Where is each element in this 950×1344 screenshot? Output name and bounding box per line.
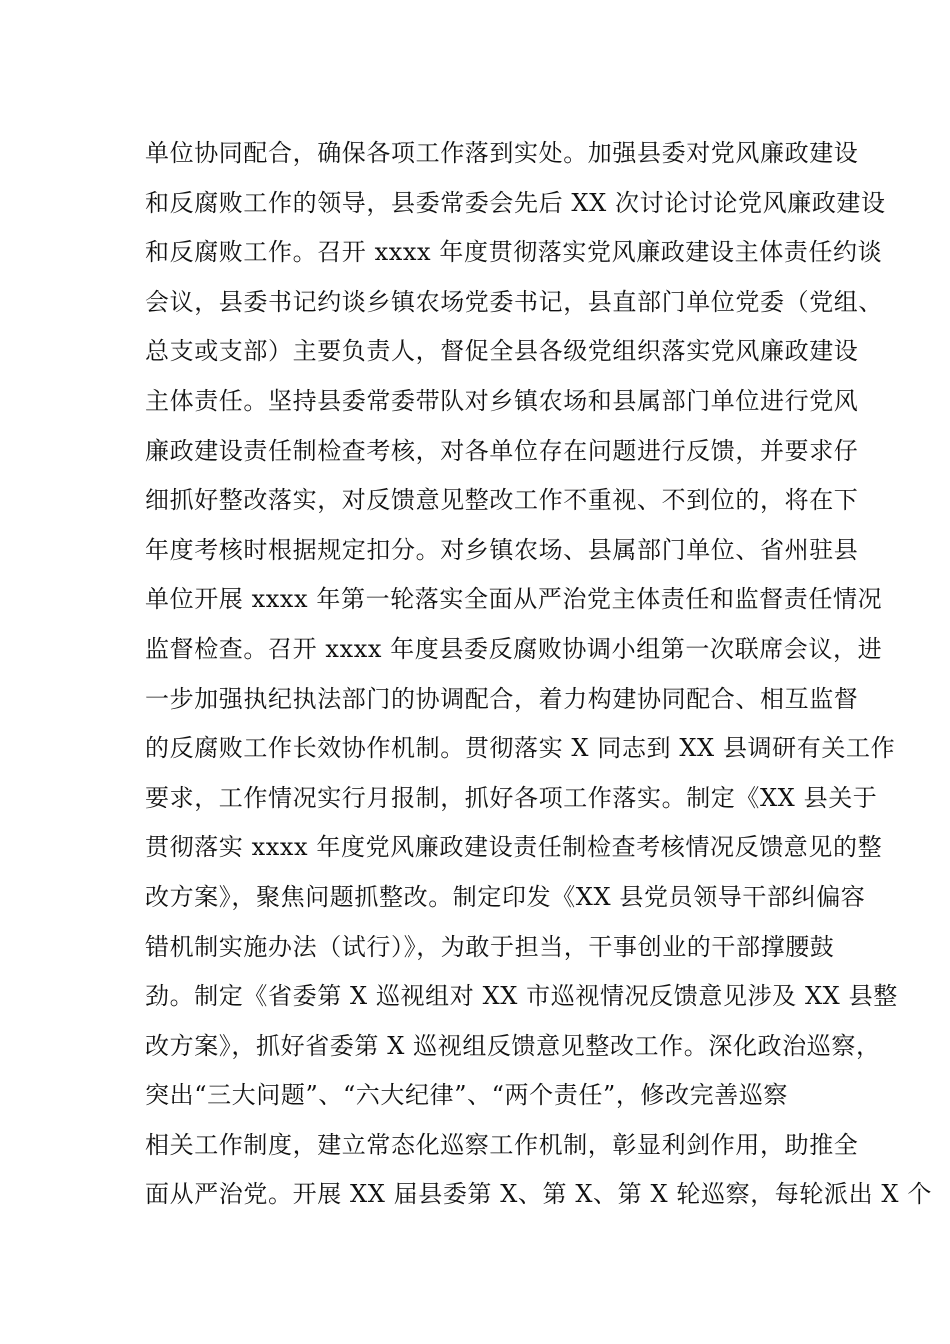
text-line: 突出“三大问题”、“六大纪律”、“两个责任”，修改完善巡察 — [145, 1081, 789, 1110]
text-line: 要求，工作情况实行月报制，抓好各项工作落实。制定《XX 县关于 — [145, 783, 878, 812]
text-line: 面从严治党。开展 XX 届县委第 X、第 X、第 X 轮巡察，每轮派出 X 个 — [145, 1180, 932, 1209]
text-line: 会议，县委书记约谈乡镇农场党委书记，县直部门单位党委（党组、 — [145, 287, 883, 316]
text-line: 廉政建设责任制检查考核，对各单位存在问题进行反馈，并要求仔 — [145, 436, 859, 465]
text-line: 的反腐败工作长效协作机制。贯彻落实 X 同志到 XX 县调研有关工作 — [145, 734, 896, 763]
text-line: 一步加强执纪执法部门的协调配合，着力构建协同配合、相互监督 — [145, 684, 859, 713]
text-line: 和反腐败工作。召开 xxxx 年度贯彻落实党风廉政建设主体责任约谈 — [145, 238, 883, 267]
text-line: 单位协同配合，确保各项工作落到实处。加强县委对党风廉政建设 — [145, 139, 859, 167]
body-text — [145, 129, 932, 1220]
text-line: 相关工作制度，建立常态化巡察工作机制，彰显利剑作用，助推全 — [145, 1130, 859, 1159]
text-line: 和反腐败工作的领导，县委常委会先后 XX 次讨论讨论党风廉政建设 — [145, 188, 886, 217]
text-line: 改方案》，聚焦问题抓整改。制定印发《XX 县党员领导干部纠偏容 — [145, 882, 866, 911]
text-line: 改方案》，抓好省委第 X 巡视组反馈意见整改工作。深化政治巡察， — [145, 1031, 881, 1060]
text-line: 细抓好整改落实，对反馈意见整改工作不重视、不到位的，将在下 — [145, 486, 859, 515]
text-line: 总支或支部）主要负责人，督促全县各级党组织落实党风廉政建设 — [145, 337, 859, 366]
text-line: 贯彻落实 xxxx 年度党风廉政建设责任制检查考核情况反馈意见的整 — [145, 833, 883, 862]
text-line: 错机制实施办法（试行）》，为敢于担当，干事创业的干部撑腰鼓 — [145, 932, 835, 961]
text-line: 主体责任。坚持县委常委带队对乡镇农场和县属部门单位进行党风 — [145, 386, 859, 415]
text-line: 单位开展 xxxx 年第一轮落实全面从严治党主体责任和监督责任情况 — [145, 585, 883, 614]
text-line: 监督检查。召开 xxxx 年度县委反腐败协调小组第一次联席会议，进 — [145, 634, 883, 663]
text-line: 年度考核时根据规定扣分。对乡镇农场、县属部门单位、省州驻县 — [145, 535, 859, 564]
text-line: 劲。制定《省委第 X 巡视组对 XX 市巡视情况反馈意见涉及 XX 县整 — [145, 982, 898, 1011]
